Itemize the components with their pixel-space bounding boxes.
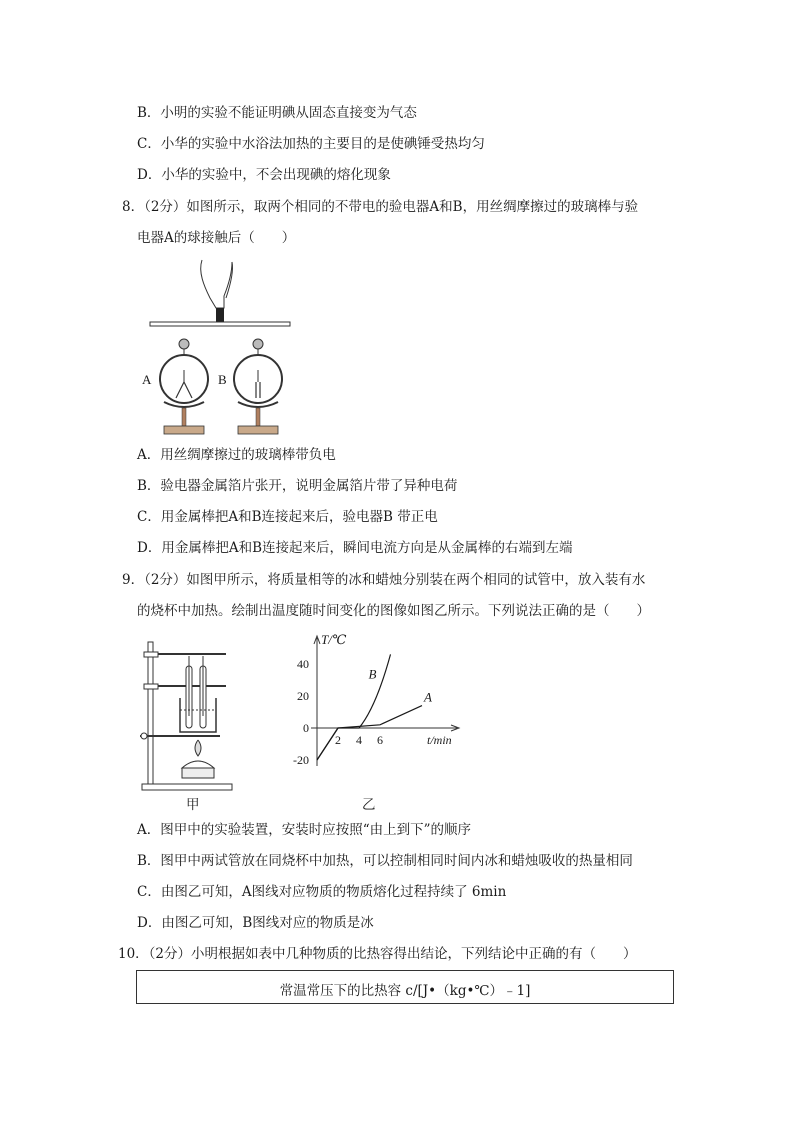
y-tick-label: 20 xyxy=(297,689,309,703)
q8-option-d: D．用金属棒把A和B连接起来后，瞬间电流方向是从金属棒的右端到左端 xyxy=(137,540,573,556)
figure-caption-yi: 乙 xyxy=(362,797,376,813)
q9-option-c: C．由图乙可知，A图线对应物质的物质熔化过程持续了 6min xyxy=(137,884,507,900)
x-tick-label: 4 xyxy=(356,733,362,747)
figure-caption-jia: 甲 xyxy=(186,797,200,813)
series-label-A: A xyxy=(424,689,432,705)
y-axis-label: T/℃ xyxy=(321,632,347,647)
q7-option-c: C．小华的实验中水浴法加热的主要目的是使碘锤受热均匀 xyxy=(137,136,485,152)
y-tick-label: -20 xyxy=(293,753,309,767)
y-tick-label: 40 xyxy=(297,657,309,671)
temperature-time-chart xyxy=(285,632,465,782)
q9-stem-line1: 9．（2分）如图甲所示，将质量相等的冰和蜡烛分别装在两个相同的试管中，放入装有水 xyxy=(122,572,646,588)
q9-option-a: A．图甲中的实验装置，安装时应按照“由上到下”的顺序 xyxy=(137,822,472,838)
q7-option-b: B．小明的实验不能证明碘从固态直接变为气态 xyxy=(137,105,417,121)
q7-option-d: D．小华的实验中，不会出现碘的熔化现象 xyxy=(137,167,391,183)
table-header: 常温常压下的比热容 c/[J•（kg•℃）﹣1] xyxy=(279,983,531,999)
x-tick-label: 6 xyxy=(377,733,383,747)
q8-stem-line2: 电器A的球接触后（ ） xyxy=(137,230,296,246)
specific-heat-table xyxy=(136,970,674,1004)
q10-stem: 10．（2分）小明根据如表中几种物质的比热容得出结论，下列结论中正确的有（ ） xyxy=(118,946,637,962)
series-line-A xyxy=(317,706,422,760)
q9-stem-line2: 的烧杯中加热。绘制出温度随时间变化的图像如图乙所示。下列说法正确的是（ ） xyxy=(137,603,650,619)
y-tick-label: 0 xyxy=(303,721,309,735)
q9-option-d: D．由图乙可知，B图线对应的物质是冰 xyxy=(137,915,374,931)
electroscope-a-label: A xyxy=(142,372,152,387)
heating-apparatus-figure xyxy=(140,636,235,796)
electroscope-figure xyxy=(140,252,300,442)
x-tick-label: 2 xyxy=(335,733,341,747)
series-label-B: B xyxy=(368,666,377,682)
q8-stem-line1: 8．（2分）如图所示，取两个相同的不带电的验电器A和B，用丝绸摩擦过的玻璃棒与验 xyxy=(122,199,639,215)
q9-option-b: B．图甲中两试管放在同烧杯中加热，可以控制相同时间内冰和蜡烛吸收的热量相同 xyxy=(137,853,633,869)
electroscope-b-label: B xyxy=(218,372,227,387)
q8-option-c: C．用金属棒把A和B连接起来后，验电器B 带正电 xyxy=(137,509,438,525)
q8-option-a: A．用丝绸摩擦过的玻璃棒带负电 xyxy=(137,447,336,463)
q8-option-b: B．验电器金属箔片张开，说明金属箔片带了异种电荷 xyxy=(137,478,458,494)
x-axis-label: t/min xyxy=(427,733,452,747)
